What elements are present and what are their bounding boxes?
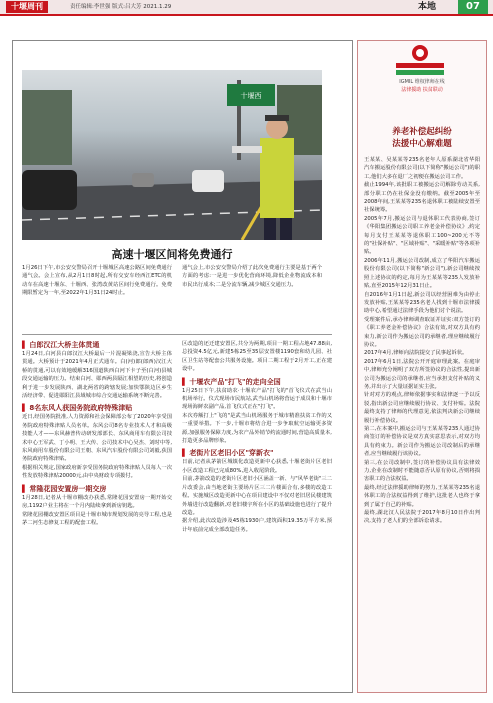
legal-aid-p4: 2006年11月,搬运公司改制,成立了华阳汽车搬运股份有限公司(以下简称"新公司"),新公司继续按照上述协议的约定,每月为王某某等235人发放补贴,直至2015年12月31日止。 xyxy=(364,257,480,290)
legal-aid-p7: 2017年4月,律师向法院提交了民事起诉状。 xyxy=(364,350,468,357)
officer-vest xyxy=(260,138,294,218)
section-text-produce: 1月25日下午,扶贫助农·十堰农产品"打飞的"首飞仪式在武当山机场举行。仪式现场市民航站,武当山机场将营运于成员和十堰市现场海鲜农副产品,首飞仪式正在"打飞"。 xyxy=(182,387,332,411)
section-heading-bridge: ▌ 白郎汉江大桥主体贯通 xyxy=(22,341,100,349)
photo-caption-title: 高速十堰区间将免费通行 xyxy=(111,248,233,261)
heading-mark-icon: ▌ xyxy=(22,484,28,493)
paper-name-tag: 十堰周刊 xyxy=(6,1,48,13)
legal-aid-p3: 2005年7月,搬运公司与退休职工代表协商,签订《华阳集团搬运公司职工养老金补偿协议》,约定每月支付王某某等退休职工100~200元不等的"社保补贴"、"区域补贴"、"采暖补贴"等各项补贴。 xyxy=(364,215,480,256)
legal-aid-body xyxy=(364,156,480,526)
section-heading-produce: ▌ 十堰农产品"打飞"的走向全国 xyxy=(182,377,281,386)
lead-col-1: 1月26日下午,市公安交警局召开十堰城区高速公路区间免费通行通气会。会上宣布,从2月1日8时起,所有交安车经西江ETC的机动车在高速十堰东、十堰西、张湾改黄站区间行免费通行。免费期限暂定为一年,至2022年1月31日24时止。 xyxy=(22,265,172,297)
section-text-bridge: 1月24日,白河县白郎汉江大桥最后一片混凝梁浇,宣告大桥主体贯通。大桥预计于2021年4月正式通车。白(河)郎(郎西)汉江大桥的贯通,可以有效地缓解316国道陕西白河下卡子至(白河)县城段交通运输的压力。结束白河、郧西两县隔江相望的历史,将创造利于进一步发展陕西、湖北两省的跨辖发展;加快鄂陕边区乡生活经济带、促进郧阳江县域城市综合交通运输系统不断完善。 xyxy=(22,351,172,400)
car-grey xyxy=(132,173,154,187)
section-text-housing: 1月28日,记者从十堰市棚改办获悉,常隆花园安置房一期开始交房,1192户业主将在一个月内陆续拿到新房钥匙。 xyxy=(22,494,172,510)
legal-aid-p11: 第三,在公司改制中,签订的补偿协议具有法律效力,企业在改制时不能随意否认原有协议,否则将损害职工的合法权益。 xyxy=(364,459,480,483)
car-white xyxy=(192,170,224,192)
lead-divider xyxy=(22,334,332,335)
legal-aid-p10: 第二,在本案中,搬运公司与王某某等235人通过协商签订的补偿协议是双方真实意思表示,对双方均具有约束力。新公司作为搬运公司改制后的承继者,应当继续履行该协议。 xyxy=(364,426,480,458)
logo-caption: IGMIL 维权律师在线 xyxy=(399,79,445,85)
lead-col-2: 通气会上,市公安交警局介绍了此次免费通行主要是基于两个方面的考虑:一是进一步优化营商环境,降低企业物流成本和市民出行成本;二是分流车辆,减少城区交通压力。 xyxy=(182,265,322,288)
officer-arm xyxy=(232,146,262,153)
officer-cap xyxy=(265,115,289,121)
legal-aid-title-line-1: 养老补偿起纠纷 xyxy=(392,127,452,137)
heading-mark-icon: ▌ xyxy=(182,449,188,458)
section-label: 本地 xyxy=(418,2,437,12)
page-number: 07 xyxy=(458,0,488,14)
section-heading-allowance: ▌ 8名东风人获国务院政府特殊津贴 xyxy=(22,404,133,413)
legal-aid-p6: 受理案件后,承办律师调查取证并证实:双方签订的《职工养老金补偿协议》合法有效,对双方具有约束力,新公司作为搬运公司的承继者,理应继续履行协议。 xyxy=(364,316,480,348)
header-meta: 责任编辑:李世强 版式:吕大芳 2021.1.29 xyxy=(70,4,172,10)
legal-aid-p8: 2017年6月1日,法院公开开庭审理此案。在庭审中,律师充分阐明了双方所签协议的合法性,提出新公司为搬运公司的承继者,应当承担支付补贴的义务,并出示了大量证据证实主张。 xyxy=(364,358,480,390)
legal-aid-p12: 最终,经过法律援助律师的努力,王某某等235名退休职工的合法权益得到了维护,这批老人也终于拿到了属于自己的补贴。 xyxy=(364,484,480,508)
section-heading-oldstreet: ▌ 老街片区老旧小区"穿新衣" xyxy=(182,449,274,458)
legal-aid-title xyxy=(362,126,482,150)
section-text-housing-cont: 区改造的还迁建安置区,共分为两期,项目一期工程占地47.88亩,总投资4.5亿元,新建5栋25至35层安置楼1190套和幼儿园、社区卫生站等配套公共服务设施。项目二期工程于2月开工,正在建设中。 xyxy=(182,341,332,373)
toll-sign-text: 十堰西 xyxy=(240,92,262,100)
heading-mark-icon: ▌ xyxy=(182,377,188,386)
photo-scene xyxy=(22,70,322,240)
heading-mark-icon: ▌ xyxy=(22,341,28,349)
header-rule xyxy=(0,14,493,16)
logo-sub: 法律援助 扶贫联动 xyxy=(401,87,443,93)
legal-aid-p5: 自2016年1月1日起,新公司以经营困难为由停止发放补贴,王某某等235名老人找到十堰市法律援助中心,希望通过法律手段为他们讨个说法。 xyxy=(364,291,480,315)
legal-aid-p13: 最终,湖北汉人民法院于2017年8月10日作出判决,支持了老人们的全部诉讼请求。 xyxy=(364,510,480,525)
legal-aid-p2: 截止1994年,该批职工被搬运公司解除劳动关系,部分职工仍在社保金没有缴纳。截至2005年至2008年间,王某某等235名退休职工被陆续安置至社保统筹。 xyxy=(364,182,480,214)
legal-aid-logo-icon xyxy=(392,44,448,76)
section-heading-housing: ▌ 常隆花园安置房一期交房 xyxy=(22,484,107,493)
section-text-oldstreet-3: 据介绍,此次改造涉及45栋1930户,建筑面积19.35万平方米,预计年底前完成全部改造任务。 xyxy=(182,518,332,533)
section-text-oldstreet: 日前,记者从茅箭区城镇化改造更新中心获悉,十堰老街片区老旧小区改造工程已完成80%,进入收尾阶段。 xyxy=(182,459,332,474)
legal-aid-logo xyxy=(392,44,448,76)
section-text-housing-2: 常隆花园棚改安置区项目是十堰市城市规划发展的亮导工程,也是茅二河生态修复工程的配套工程。 xyxy=(22,511,172,526)
legal-aid-title-line-2: 法援中心解难题 xyxy=(392,139,452,149)
section-text-allowance-2: 根据相关规定,国家政府新享受国务院政府特殊津贴人员每人一次性发放特殊津贴20000元,由中央财政专项拨付。 xyxy=(22,464,172,480)
middle-column xyxy=(182,340,332,534)
legal-aid-p1: 王某某、吴某某等235名老年人原系湖北省华阳汽车搬运股份有限公司(以下简称"搬运公司")的职工,他们大多在退厂之初便在搬运公司工作。 xyxy=(364,157,480,180)
legal-aid-p9: 针对对方的观点,律师依据事实和法律逐一予以反驳,指出新公司应继续履行协议、支付补贴。法院最终支持了律师的代理意见,依法判决新公司继续履行补偿协议。 xyxy=(364,392,480,424)
section-text-oldstreet-2: 目前,茅箭改造的老街片区老旧小区涵盖一新、与"风华老街"三二片改委会,由当地老街主要场片区三二片楼面合有,多楼的改造工程。实施城区改造更新中心在项目建设中不仅对老旧居民楼建筑外墙进行改造翻新,对老旧楼宇所在小区的基础设施也进行了提升改造。 xyxy=(182,476,332,516)
news-photo xyxy=(22,70,322,240)
section-text-allowance: 近日,经国务院批准,人力资源和社会保障部公布了2020年享受国务院政府特殊津贴人员名单。东风公司8名专业技术人才和高级技能人才——东风赫普传动研发部部长、东风商用车有限公司技术中心王军武、丁小明、王大传、公司技术中心吴杰、刘时中等,东风商用车股份有限公司王朝、东风汽车股份有限公司刘毅,获国务院政府特殊津贴。 xyxy=(22,414,172,463)
left-column xyxy=(22,340,172,527)
heading-mark-icon: ▌ xyxy=(22,404,28,413)
car-dark xyxy=(22,170,77,210)
section-text-produce-2: 本次券额打上"飞的"是武当山机场服务于城市精准扶贫工作的又一重要举措。下一步,十堰市将结合进一步争取航空运输更多资源,加强服务保障力度,为农产品外销节约流通时间,营造高质量本,打造更多品牌形象。 xyxy=(182,412,332,445)
